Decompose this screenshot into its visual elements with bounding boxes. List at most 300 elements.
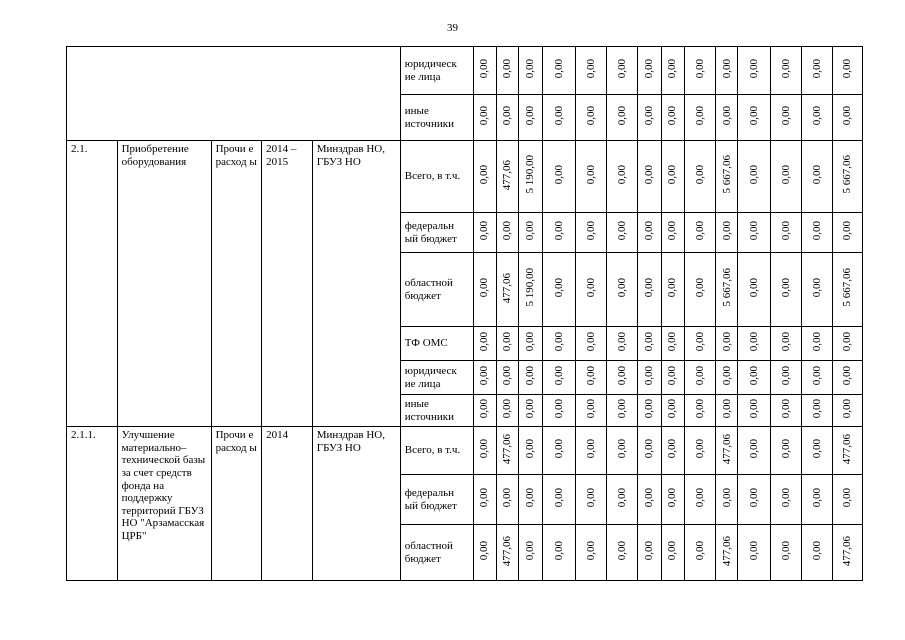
- value-text: 0,00: [478, 366, 491, 386]
- value-cell: [519, 475, 543, 525]
- value-cell: [716, 525, 738, 581]
- table-row: [67, 427, 863, 475]
- value-cell: [519, 525, 543, 581]
- value-text: 0,00: [840, 488, 853, 508]
- value-cell: [638, 525, 661, 581]
- value-text: 0,00: [584, 59, 597, 79]
- value-text: 0,00: [643, 541, 656, 561]
- value-cell: [738, 47, 770, 95]
- value-text: 0,00: [810, 59, 823, 79]
- value-text: 0,00: [552, 221, 565, 241]
- value-text: 0,00: [666, 59, 679, 79]
- value-cell: [684, 427, 715, 475]
- value-cell: [661, 361, 684, 395]
- value-text: 0,00: [779, 59, 792, 79]
- value-cell: [496, 427, 518, 475]
- value-text: 0,00: [552, 399, 565, 419]
- value-cell: [496, 253, 518, 327]
- value-text: 5 667,06: [840, 155, 853, 194]
- value-text: 0,00: [501, 106, 514, 126]
- value-text: 0,00: [478, 278, 491, 298]
- value-text: 477,06: [501, 433, 514, 464]
- value-cell: [638, 253, 661, 327]
- page-number: 39: [447, 22, 458, 34]
- value-text: 0,00: [552, 366, 565, 386]
- value-cell: [738, 141, 770, 213]
- value-cell: [607, 253, 638, 327]
- value-text: 0,00: [693, 59, 706, 79]
- value-cell: [543, 475, 575, 525]
- value-text: 5 667,06: [720, 155, 733, 194]
- value-text: 0,00: [747, 332, 760, 352]
- value-text: 0,00: [810, 399, 823, 419]
- value-cell: [638, 475, 661, 525]
- value-cell: [716, 253, 738, 327]
- value-cell: [638, 95, 661, 141]
- value-cell: [832, 525, 863, 581]
- value-text: 0,00: [779, 366, 792, 386]
- value-cell: [543, 427, 575, 475]
- value-cell: [607, 475, 638, 525]
- value-text: 0,00: [552, 439, 565, 459]
- item-name: Приобретение оборудования: [117, 141, 211, 427]
- funding-source-cell: федеральн ый бюджет: [400, 213, 473, 253]
- value-cell: [716, 475, 738, 525]
- value-cell: [716, 95, 738, 141]
- value-cell: [496, 361, 518, 395]
- value-cell: [607, 95, 638, 141]
- value-text: 0,00: [666, 366, 679, 386]
- value-text: 0,00: [693, 399, 706, 419]
- value-cell: [802, 213, 832, 253]
- value-cell: [575, 525, 606, 581]
- value-cell: [684, 361, 715, 395]
- value-cell: [496, 475, 518, 525]
- value-text: 5 667,06: [840, 268, 853, 307]
- value-cell: [638, 395, 661, 427]
- value-cell: [473, 47, 496, 95]
- value-cell: [543, 213, 575, 253]
- value-cell: [519, 395, 543, 427]
- value-text: 0,00: [779, 439, 792, 459]
- value-text: 0,00: [779, 541, 792, 561]
- value-cell: [802, 427, 832, 475]
- value-cell: [607, 141, 638, 213]
- value-text: 0,00: [584, 278, 597, 298]
- item-executor: Минздрав НО, ГБУЗ НО: [312, 141, 400, 427]
- value-cell: [473, 213, 496, 253]
- value-text: 0,00: [747, 399, 760, 419]
- value-text: 0,00: [779, 106, 792, 126]
- value-cell: [802, 327, 832, 361]
- value-text: 477,06: [720, 535, 733, 566]
- value-cell: [832, 95, 863, 141]
- value-cell: [496, 47, 518, 95]
- value-cell: [575, 427, 606, 475]
- value-text: 0,00: [615, 221, 628, 241]
- funding-source-cell: областной бюджет: [400, 253, 473, 327]
- value-cell: [607, 525, 638, 581]
- value-text: 0,00: [524, 106, 537, 126]
- value-text: 0,00: [615, 165, 628, 185]
- item-number: 2.1.: [67, 141, 118, 427]
- value-cell: [832, 427, 863, 475]
- value-cell: [496, 395, 518, 427]
- value-cell: [473, 253, 496, 327]
- value-cell: [543, 395, 575, 427]
- value-text: 0,00: [747, 106, 760, 126]
- value-text: 0,00: [584, 332, 597, 352]
- value-cell: [519, 213, 543, 253]
- value-cell: [496, 327, 518, 361]
- value-text: 0,00: [478, 332, 491, 352]
- value-text: 0,00: [810, 165, 823, 185]
- value-text: 0,00: [720, 59, 733, 79]
- value-text: 0,00: [643, 439, 656, 459]
- value-text: 0,00: [478, 59, 491, 79]
- value-text: 0,00: [810, 106, 823, 126]
- value-cell: [519, 47, 543, 95]
- value-cell: [684, 141, 715, 213]
- value-text: 0,00: [643, 278, 656, 298]
- value-text: 5 190,00: [524, 155, 537, 194]
- value-text: 5 667,06: [720, 268, 733, 307]
- value-cell: [496, 141, 518, 213]
- value-cell: [473, 95, 496, 141]
- value-cell: [684, 327, 715, 361]
- value-cell: [575, 475, 606, 525]
- value-text: 477,06: [501, 272, 514, 303]
- value-cell: [661, 141, 684, 213]
- value-cell: [770, 95, 801, 141]
- value-text: 0,00: [666, 106, 679, 126]
- value-cell: [638, 47, 661, 95]
- funding-source-cell: областной бюджет: [400, 525, 473, 581]
- value-cell: [832, 395, 863, 427]
- value-text: 0,00: [666, 399, 679, 419]
- value-cell: [519, 95, 543, 141]
- value-text: 0,00: [693, 439, 706, 459]
- value-cell: [661, 213, 684, 253]
- value-cell: [770, 213, 801, 253]
- value-cell: [575, 361, 606, 395]
- value-cell: [543, 525, 575, 581]
- value-cell: [638, 327, 661, 361]
- value-cell: [607, 361, 638, 395]
- value-cell: [638, 141, 661, 213]
- value-text: 0,00: [584, 165, 597, 185]
- value-text: 0,00: [720, 221, 733, 241]
- value-text: 0,00: [584, 106, 597, 126]
- value-text: 0,00: [747, 488, 760, 508]
- value-cell: [716, 47, 738, 95]
- value-text: 0,00: [693, 541, 706, 561]
- value-cell: [473, 395, 496, 427]
- value-text: 0,00: [810, 439, 823, 459]
- value-cell: [638, 361, 661, 395]
- value-cell: [716, 327, 738, 361]
- value-cell: [716, 141, 738, 213]
- value-cell: [832, 327, 863, 361]
- table-row: [67, 141, 863, 213]
- value-text: 0,00: [501, 366, 514, 386]
- value-text: 0,00: [584, 399, 597, 419]
- value-cell: [832, 253, 863, 327]
- value-text: 0,00: [747, 221, 760, 241]
- value-text: 477,06: [501, 535, 514, 566]
- value-cell: [543, 47, 575, 95]
- value-text: 0,00: [666, 439, 679, 459]
- value-text: 0,00: [615, 399, 628, 419]
- value-text: 0,00: [779, 278, 792, 298]
- value-cell: [738, 213, 770, 253]
- value-text: 0,00: [643, 165, 656, 185]
- value-cell: [661, 475, 684, 525]
- value-text: 0,00: [478, 541, 491, 561]
- value-cell: [770, 253, 801, 327]
- value-text: 477,06: [840, 433, 853, 464]
- value-cell: [832, 361, 863, 395]
- value-cell: [770, 327, 801, 361]
- value-text: 0,00: [615, 439, 628, 459]
- value-text: 0,00: [720, 488, 733, 508]
- value-cell: [802, 525, 832, 581]
- value-text: 0,00: [584, 488, 597, 508]
- value-cell: [802, 361, 832, 395]
- item-type: Прочи е расход ы: [211, 427, 262, 581]
- value-cell: [716, 395, 738, 427]
- value-cell: [738, 475, 770, 525]
- value-cell: [519, 141, 543, 213]
- value-cell: [738, 253, 770, 327]
- value-text: 0,00: [524, 221, 537, 241]
- value-text: 0,00: [840, 106, 853, 126]
- value-text: 0,00: [693, 366, 706, 386]
- funding-source-cell: ТФ ОМС: [400, 327, 473, 361]
- value-text: 0,00: [584, 221, 597, 241]
- value-cell: [802, 253, 832, 327]
- value-text: 0,00: [584, 541, 597, 561]
- value-text: 0,00: [643, 488, 656, 508]
- value-cell: [832, 141, 863, 213]
- value-cell: [802, 47, 832, 95]
- value-cell: [519, 361, 543, 395]
- value-cell: [638, 427, 661, 475]
- value-cell: [684, 213, 715, 253]
- item-period: 2014 – 2015: [262, 141, 313, 427]
- value-cell: [496, 95, 518, 141]
- funding-source-cell: иные источники: [400, 395, 473, 427]
- funding-source-cell: иные источники: [400, 95, 473, 141]
- value-cell: [770, 141, 801, 213]
- value-cell: [519, 253, 543, 327]
- continuation-blank-cell: [67, 47, 401, 141]
- value-text: 0,00: [810, 221, 823, 241]
- value-cell: [770, 395, 801, 427]
- value-text: 0,00: [478, 488, 491, 508]
- value-text: 0,00: [720, 366, 733, 386]
- value-text: 0,00: [615, 59, 628, 79]
- value-cell: [543, 327, 575, 361]
- value-cell: [543, 95, 575, 141]
- value-text: 0,00: [693, 488, 706, 508]
- item-number: 2.1.1.: [67, 427, 118, 581]
- value-text: 0,00: [615, 541, 628, 561]
- value-text: 0,00: [840, 332, 853, 352]
- value-text: 477,06: [720, 433, 733, 464]
- value-text: 0,00: [524, 399, 537, 419]
- value-cell: [575, 141, 606, 213]
- value-text: 0,00: [840, 366, 853, 386]
- value-text: 0,00: [501, 332, 514, 352]
- value-text: 0,00: [720, 106, 733, 126]
- value-cell: [575, 395, 606, 427]
- value-cell: [716, 361, 738, 395]
- value-text: 0,00: [666, 278, 679, 298]
- value-text: 0,00: [693, 106, 706, 126]
- value-text: 0,00: [693, 165, 706, 185]
- value-text: 0,00: [552, 165, 565, 185]
- value-cell: [738, 95, 770, 141]
- value-text: 0,00: [747, 366, 760, 386]
- value-cell: [575, 213, 606, 253]
- value-text: 0,00: [810, 366, 823, 386]
- value-text: 0,00: [643, 106, 656, 126]
- value-cell: [661, 253, 684, 327]
- value-cell: [684, 395, 715, 427]
- value-cell: [519, 427, 543, 475]
- value-text: 0,00: [524, 366, 537, 386]
- item-period: 2014: [262, 427, 313, 581]
- value-text: 0,00: [552, 278, 565, 298]
- value-text: 0,00: [643, 221, 656, 241]
- value-cell: [473, 427, 496, 475]
- value-text: 0,00: [643, 366, 656, 386]
- value-cell: [543, 253, 575, 327]
- value-text: 0,00: [552, 541, 565, 561]
- value-cell: [661, 395, 684, 427]
- value-cell: [496, 525, 518, 581]
- item-executor: Минздрав НО, ГБУЗ НО: [312, 427, 400, 581]
- value-text: 0,00: [693, 278, 706, 298]
- value-text: 0,00: [747, 59, 760, 79]
- value-cell: [661, 47, 684, 95]
- value-cell: [607, 47, 638, 95]
- value-text: 0,00: [478, 165, 491, 185]
- value-text: 0,00: [643, 399, 656, 419]
- funding-source-cell: Всего, в т.ч.: [400, 427, 473, 475]
- value-text: 0,00: [693, 221, 706, 241]
- item-type: Прочи е расход ы: [211, 141, 262, 427]
- value-cell: [770, 427, 801, 475]
- value-cell: [607, 213, 638, 253]
- value-cell: [716, 427, 738, 475]
- value-text: 0,00: [478, 399, 491, 419]
- value-cell: [661, 427, 684, 475]
- value-text: 0,00: [747, 278, 760, 298]
- value-cell: [575, 327, 606, 361]
- value-text: 0,00: [720, 332, 733, 352]
- funding-source-cell: Всего, в т.ч.: [400, 141, 473, 213]
- value-cell: [770, 361, 801, 395]
- value-cell: [607, 427, 638, 475]
- value-text: 0,00: [810, 541, 823, 561]
- value-cell: [738, 525, 770, 581]
- value-cell: [473, 141, 496, 213]
- value-text: 0,00: [552, 59, 565, 79]
- value-cell: [496, 213, 518, 253]
- value-cell: [684, 475, 715, 525]
- value-text: 477,06: [501, 159, 514, 190]
- value-text: 0,00: [524, 59, 537, 79]
- value-cell: [770, 475, 801, 525]
- value-text: 0,00: [810, 278, 823, 298]
- funding-source-cell: юридическ ие лица: [400, 361, 473, 395]
- value-text: 0,00: [584, 366, 597, 386]
- value-text: 0,00: [501, 488, 514, 508]
- value-cell: [638, 213, 661, 253]
- value-text: 0,00: [615, 332, 628, 352]
- value-cell: [684, 253, 715, 327]
- value-text: 0,00: [552, 488, 565, 508]
- value-cell: [770, 47, 801, 95]
- value-cell: [575, 47, 606, 95]
- value-cell: [607, 327, 638, 361]
- value-text: 0,00: [779, 221, 792, 241]
- value-text: 0,00: [478, 221, 491, 241]
- value-cell: [661, 525, 684, 581]
- value-cell: [575, 95, 606, 141]
- value-cell: [543, 141, 575, 213]
- value-text: 0,00: [747, 541, 760, 561]
- value-cell: [661, 95, 684, 141]
- value-cell: [738, 327, 770, 361]
- value-text: 0,00: [552, 332, 565, 352]
- table-row: [67, 47, 863, 95]
- value-text: 0,00: [666, 488, 679, 508]
- value-text: 0,00: [501, 59, 514, 79]
- value-text: 0,00: [584, 439, 597, 459]
- value-cell: [802, 95, 832, 141]
- value-text: 0,00: [779, 488, 792, 508]
- value-cell: [684, 525, 715, 581]
- value-cell: [575, 253, 606, 327]
- value-cell: [473, 475, 496, 525]
- value-cell: [738, 427, 770, 475]
- value-text: 0,00: [810, 332, 823, 352]
- value-text: 5 190,00: [524, 268, 537, 307]
- value-cell: [770, 525, 801, 581]
- item-name: Улучшение материально– технической базы за счет средств фонда на поддержку территорий ГБУЗ НО "Арзамасская ЦРБ": [117, 427, 211, 581]
- value-text: 477,06: [840, 535, 853, 566]
- value-text: 0,00: [666, 332, 679, 352]
- value-cell: [684, 47, 715, 95]
- value-cell: [661, 327, 684, 361]
- funding-source-cell: юридическ ие лица: [400, 47, 473, 95]
- value-text: 0,00: [720, 399, 733, 419]
- value-text: 0,00: [840, 59, 853, 79]
- value-text: 0,00: [524, 488, 537, 508]
- value-cell: [802, 475, 832, 525]
- value-text: 0,00: [478, 439, 491, 459]
- value-cell: [473, 525, 496, 581]
- value-text: 0,00: [501, 399, 514, 419]
- value-text: 0,00: [615, 488, 628, 508]
- value-text: 0,00: [747, 165, 760, 185]
- funding-source-cell: федеральн ый бюджет: [400, 475, 473, 525]
- value-cell: [519, 327, 543, 361]
- value-cell: [832, 475, 863, 525]
